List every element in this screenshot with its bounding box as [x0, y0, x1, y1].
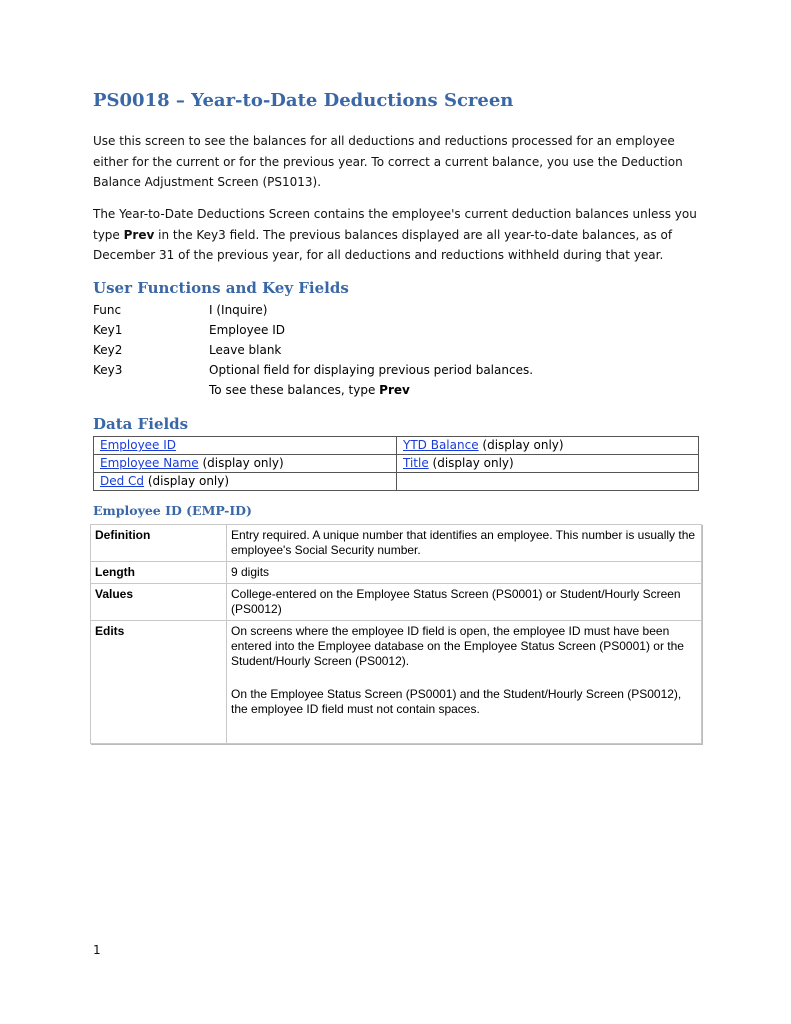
key-field-value: Employee ID	[209, 323, 286, 337]
length-label: Length	[91, 562, 227, 584]
key-field-row	[93, 340, 713, 360]
description-paragraph	[93, 204, 713, 266]
data-fields-heading: Data Fields	[93, 415, 189, 433]
employee-id-heading: Employee ID (EMP-ID)	[93, 503, 252, 518]
key-field-row	[93, 360, 713, 400]
edits-value	[227, 621, 702, 744]
key-field-value: Leave blank	[209, 343, 282, 357]
description-text-after: in the Key3 field. The previous balances displayed are all year-to-date balances, as of December 31 of the previous year, for all deductions and reductions withheld during that year.	[93, 227, 673, 262]
page-number: 1	[93, 943, 101, 957]
table-row	[91, 584, 702, 621]
cell-suffix: (display only)	[428, 456, 514, 470]
definition-value: Entry required. A unique number that identifies an employee. This number is usually the employee's Social Security number.	[227, 525, 702, 562]
key-field-row	[93, 300, 713, 320]
edits-label: Edits	[91, 621, 227, 744]
table-cell-empty	[397, 473, 699, 491]
ytd-balance-link[interactable]: YTD Balance	[403, 438, 479, 452]
ded-cd-link[interactable]: Ded Cd	[100, 474, 145, 488]
title-link[interactable]: Title	[403, 456, 429, 470]
key3-instruction-text: To see these balances, type	[209, 383, 380, 397]
cell-suffix: (display only)	[198, 456, 284, 470]
key-field-name: Key3	[93, 363, 123, 377]
intro-paragraph: Use this screen to see the balances for all deductions and reductions processed for an employee either for the current or for the previous year. To correct a current balance, you use the Deduction Balance Adjustment Screen (PS1013).	[93, 134, 683, 189]
table-row	[91, 525, 702, 562]
key3-description: Optional field for displaying previous period balances.	[209, 363, 534, 377]
values-label: Values	[91, 584, 227, 621]
edits-paragraph: On screens where the employee ID field is open, the employee ID must have been entered into the Employee database on the Employee Status Screen (PS0001) or the Student/Hourly Screen (PS0012).	[231, 624, 684, 668]
key-field-name: Key2	[93, 343, 123, 357]
employee-name-link[interactable]: Employee Name	[100, 456, 199, 470]
table-row	[94, 455, 699, 473]
table-row	[91, 562, 702, 584]
cell-suffix: (display only)	[144, 474, 230, 488]
table-row	[91, 621, 702, 744]
user-functions-heading: User Functions and Key Fields	[93, 279, 349, 297]
key3-instruction	[209, 380, 713, 400]
key3-instruction-bold: Prev	[379, 383, 410, 397]
length-value: 9 digits	[227, 562, 702, 584]
table-cell	[94, 437, 397, 455]
key-field-row	[93, 320, 713, 340]
key-field-value	[209, 360, 713, 400]
key-field-name: Key1	[93, 323, 123, 337]
key-field-value: I (Inquire)	[209, 303, 268, 317]
description-text-before: The Year-to-Date Deductions Screen contains the employee's current deduction balances unless you type	[93, 207, 697, 242]
data-fields-table	[93, 436, 699, 491]
edits-paragraph: On the Employee Status Screen (PS0001) and the Student/Hourly Screen (PS0012), the employee ID field must not contain spaces.	[231, 687, 682, 716]
table-row	[94, 437, 699, 455]
table-cell	[94, 473, 397, 491]
values-value: College-entered on the Employee Status Screen (PS0001) or Student/Hourly Screen (PS0012)	[227, 584, 702, 621]
page-title: PS0018 – Year-to-Date Deductions Screen	[93, 90, 514, 111]
definition-label: Definition	[91, 525, 227, 562]
cell-suffix: (display only)	[478, 438, 564, 452]
employee-id-definition-table	[90, 524, 702, 744]
table-cell	[397, 455, 699, 473]
employee-id-link[interactable]: Employee ID	[100, 438, 177, 452]
table-cell	[397, 437, 699, 455]
description-bold-prev: Prev	[123, 227, 155, 242]
table-cell	[94, 455, 397, 473]
key-fields-list	[93, 300, 713, 400]
key-field-name: Func	[93, 303, 122, 317]
table-row	[94, 473, 699, 491]
